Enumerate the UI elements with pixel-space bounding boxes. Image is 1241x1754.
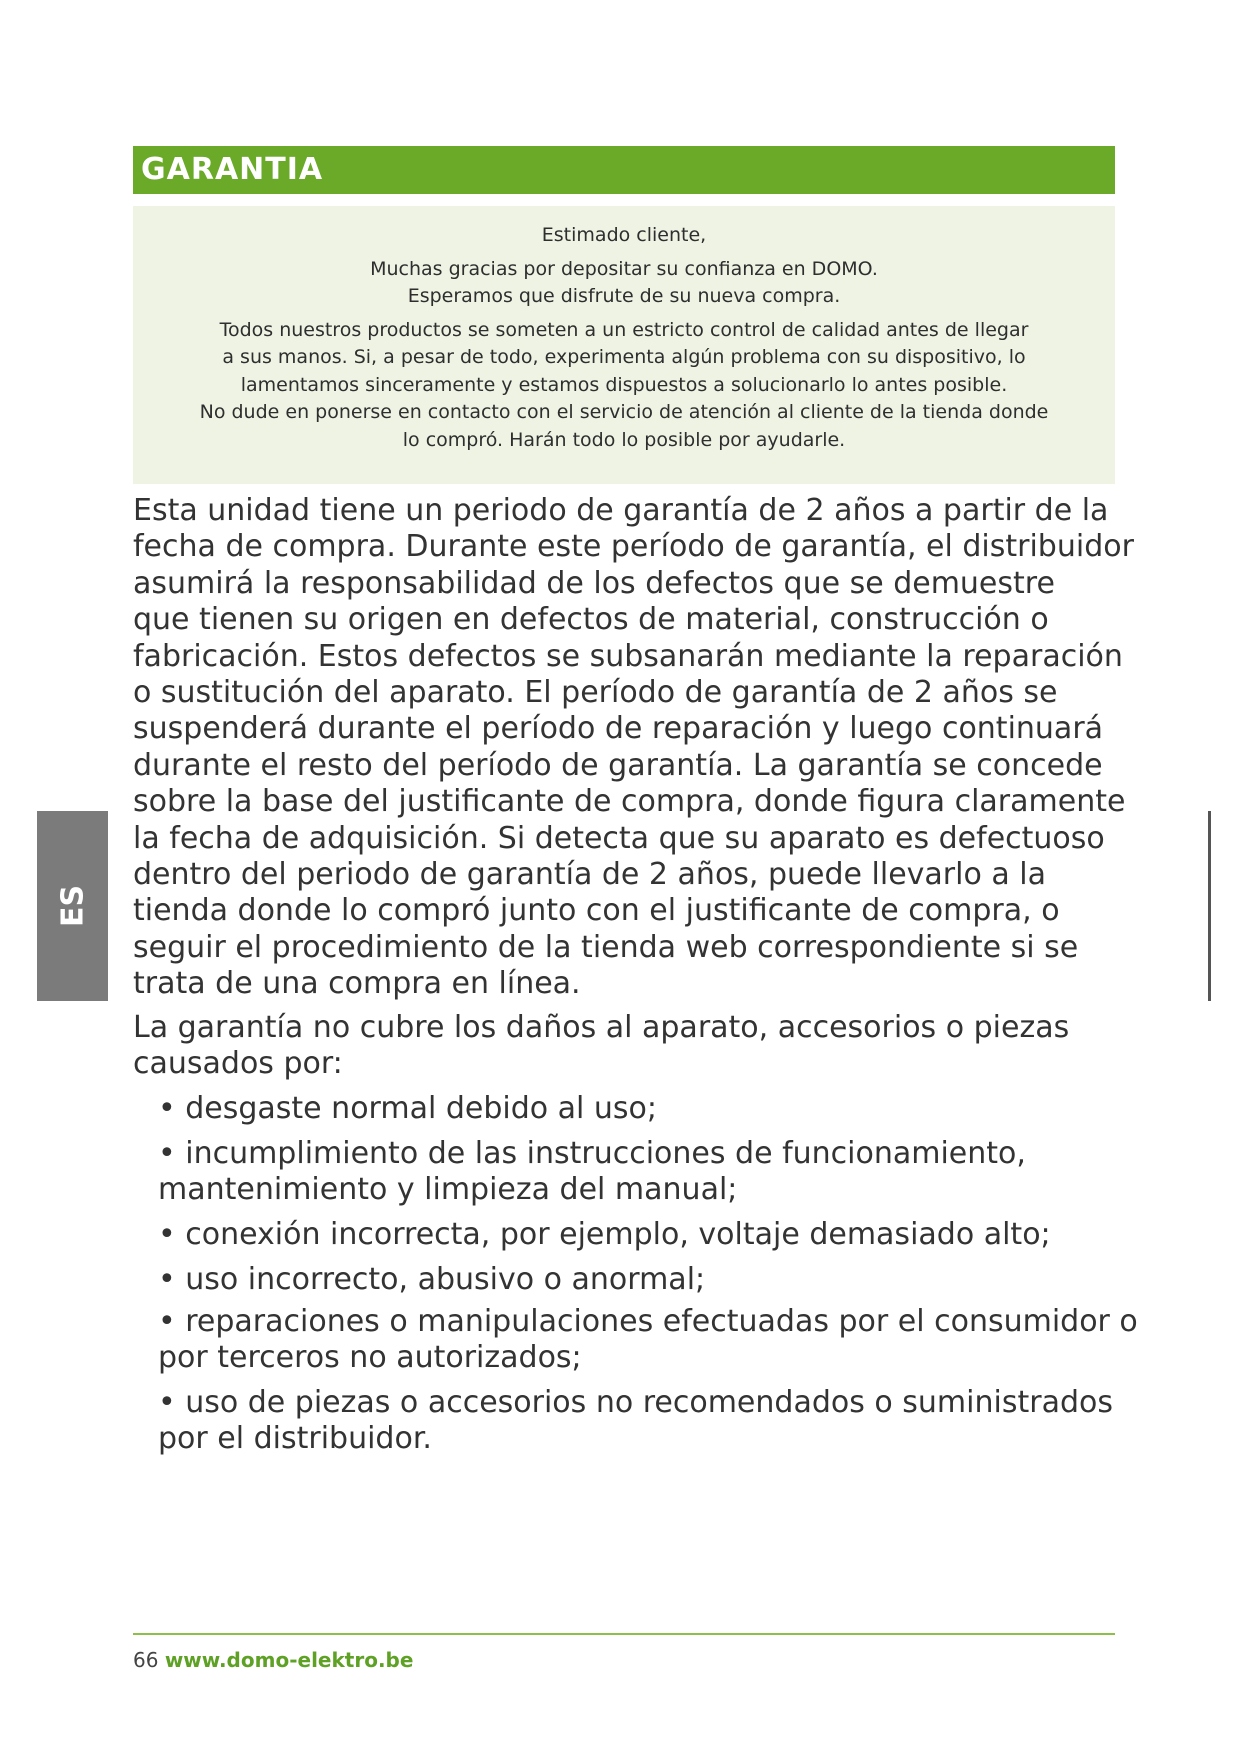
intro-greeting: Estimado cliente,: [541, 224, 707, 246]
paragraph-line: trata de una compra en línea.: [133, 966, 581, 1002]
list-item-text: • uso de piezas o accesorios no recomendados o suministrados: [158, 1385, 1113, 1420]
list-item-text: • uso incorrecto, abusivo o anormal;: [158, 1262, 706, 1297]
list-item: [158, 1091, 657, 1127]
intro-line: No dude en ponerse en contacto con el servicio de atención al cliente de la tienda donde: [199, 401, 1049, 423]
intro-line: Todos nuestros productos se someten a un estricto control de calidad antes de llegar: [219, 319, 1029, 341]
website-link[interactable]: www.domo-elektro.be: [164, 1648, 414, 1672]
section-header: [133, 146, 1115, 194]
side-marker-line: [1208, 811, 1211, 1001]
intro-line: Esperamos que disfrute de su nueva compra.: [407, 285, 841, 307]
list-item-text: mantenimiento y limpieza del manual;: [158, 1172, 738, 1208]
language-tab: [37, 811, 108, 1001]
warranty-paragraph: [133, 493, 1134, 1003]
list-item: [158, 1217, 1051, 1253]
paragraph-line: fecha de compra. Durante este período de garantía, el distribuidor: [133, 529, 1134, 565]
section-title: GARANTIA: [141, 152, 324, 187]
list-item-text: • reparaciones o manipulaciones efectuadas por el consumidor o: [158, 1304, 1138, 1339]
paragraph-line: Esta unidad tiene un periodo de garantía de 2 años a partir de la: [133, 493, 1109, 528]
paragraph-line: tienda donde lo compró junto con el justificante de compra, o: [133, 893, 1060, 929]
intro-box: [133, 206, 1115, 484]
list-item: [158, 1304, 1138, 1377]
footer: [133, 1648, 413, 1672]
intro-line: Muchas gracias por depositar su confianza en DOMO.: [370, 258, 878, 280]
list-item-text: • incumplimiento de las instrucciones de funcionamiento,: [158, 1136, 1026, 1171]
paragraph-line: fabricación. Estos defectos se subsanarán mediante la reparación: [133, 638, 1123, 674]
footer-divider: [133, 1633, 1115, 1635]
language-tab-label: ES: [55, 884, 90, 928]
paragraph-line: o sustitución del aparato. El período de garantía de 2 años se: [133, 675, 1058, 711]
paragraph-line: durante el resto del período de garantía. La garantía se concede: [133, 747, 1103, 783]
exclusions-intro: [133, 1010, 1118, 1083]
intro-line: lo compró. Harán todo lo posible por ayudarle.: [402, 429, 846, 451]
list-item-text: por el distribuidor.: [158, 1421, 432, 1457]
paragraph-line: suspenderá durante el período de reparación y luego continuará: [133, 711, 1104, 747]
list-item-text: por terceros no autorizados;: [158, 1340, 582, 1376]
list-item: [158, 1385, 1113, 1458]
exclusions-intro-line: causados por:: [133, 1046, 343, 1082]
paragraph-line: que tienen su origen en defectos de material, construcción o: [133, 602, 1049, 638]
paragraph-line: seguir el procedimiento de la tienda web correspondiente si se: [133, 929, 1079, 965]
list-item-text: • desgaste normal debido al uso;: [158, 1091, 657, 1126]
paragraph-line: sobre la base del justificante de compra, donde figura claramente: [133, 784, 1126, 820]
paragraph-line: asumirá la responsabilidad de los defectos que se demuestre: [133, 565, 1055, 601]
intro-line: lamentamos sinceramente y estamos dispuestos a solucionarlo lo antes posible.: [240, 374, 1008, 396]
paragraph-line: dentro del periodo de garantía de 2 años, puede llevarlo a la: [133, 857, 1047, 893]
list-item-text: • conexión incorrecta, por ejemplo, voltaje demasiado alto;: [158, 1217, 1051, 1252]
intro-line: a sus manos. Si, a pesar de todo, experimenta algún problema con su dispositivo, lo: [222, 346, 1026, 368]
paragraph-line: la fecha de adquisición. Si detecta que su aparato es defectuoso: [133, 820, 1105, 856]
list-item: [158, 1262, 705, 1298]
exclusions-intro-line: La garantía no cubre los daños al aparato, accesorios o piezas: [133, 1010, 1070, 1045]
page-number: 66: [133, 1648, 159, 1672]
list-item: [158, 1136, 1026, 1209]
